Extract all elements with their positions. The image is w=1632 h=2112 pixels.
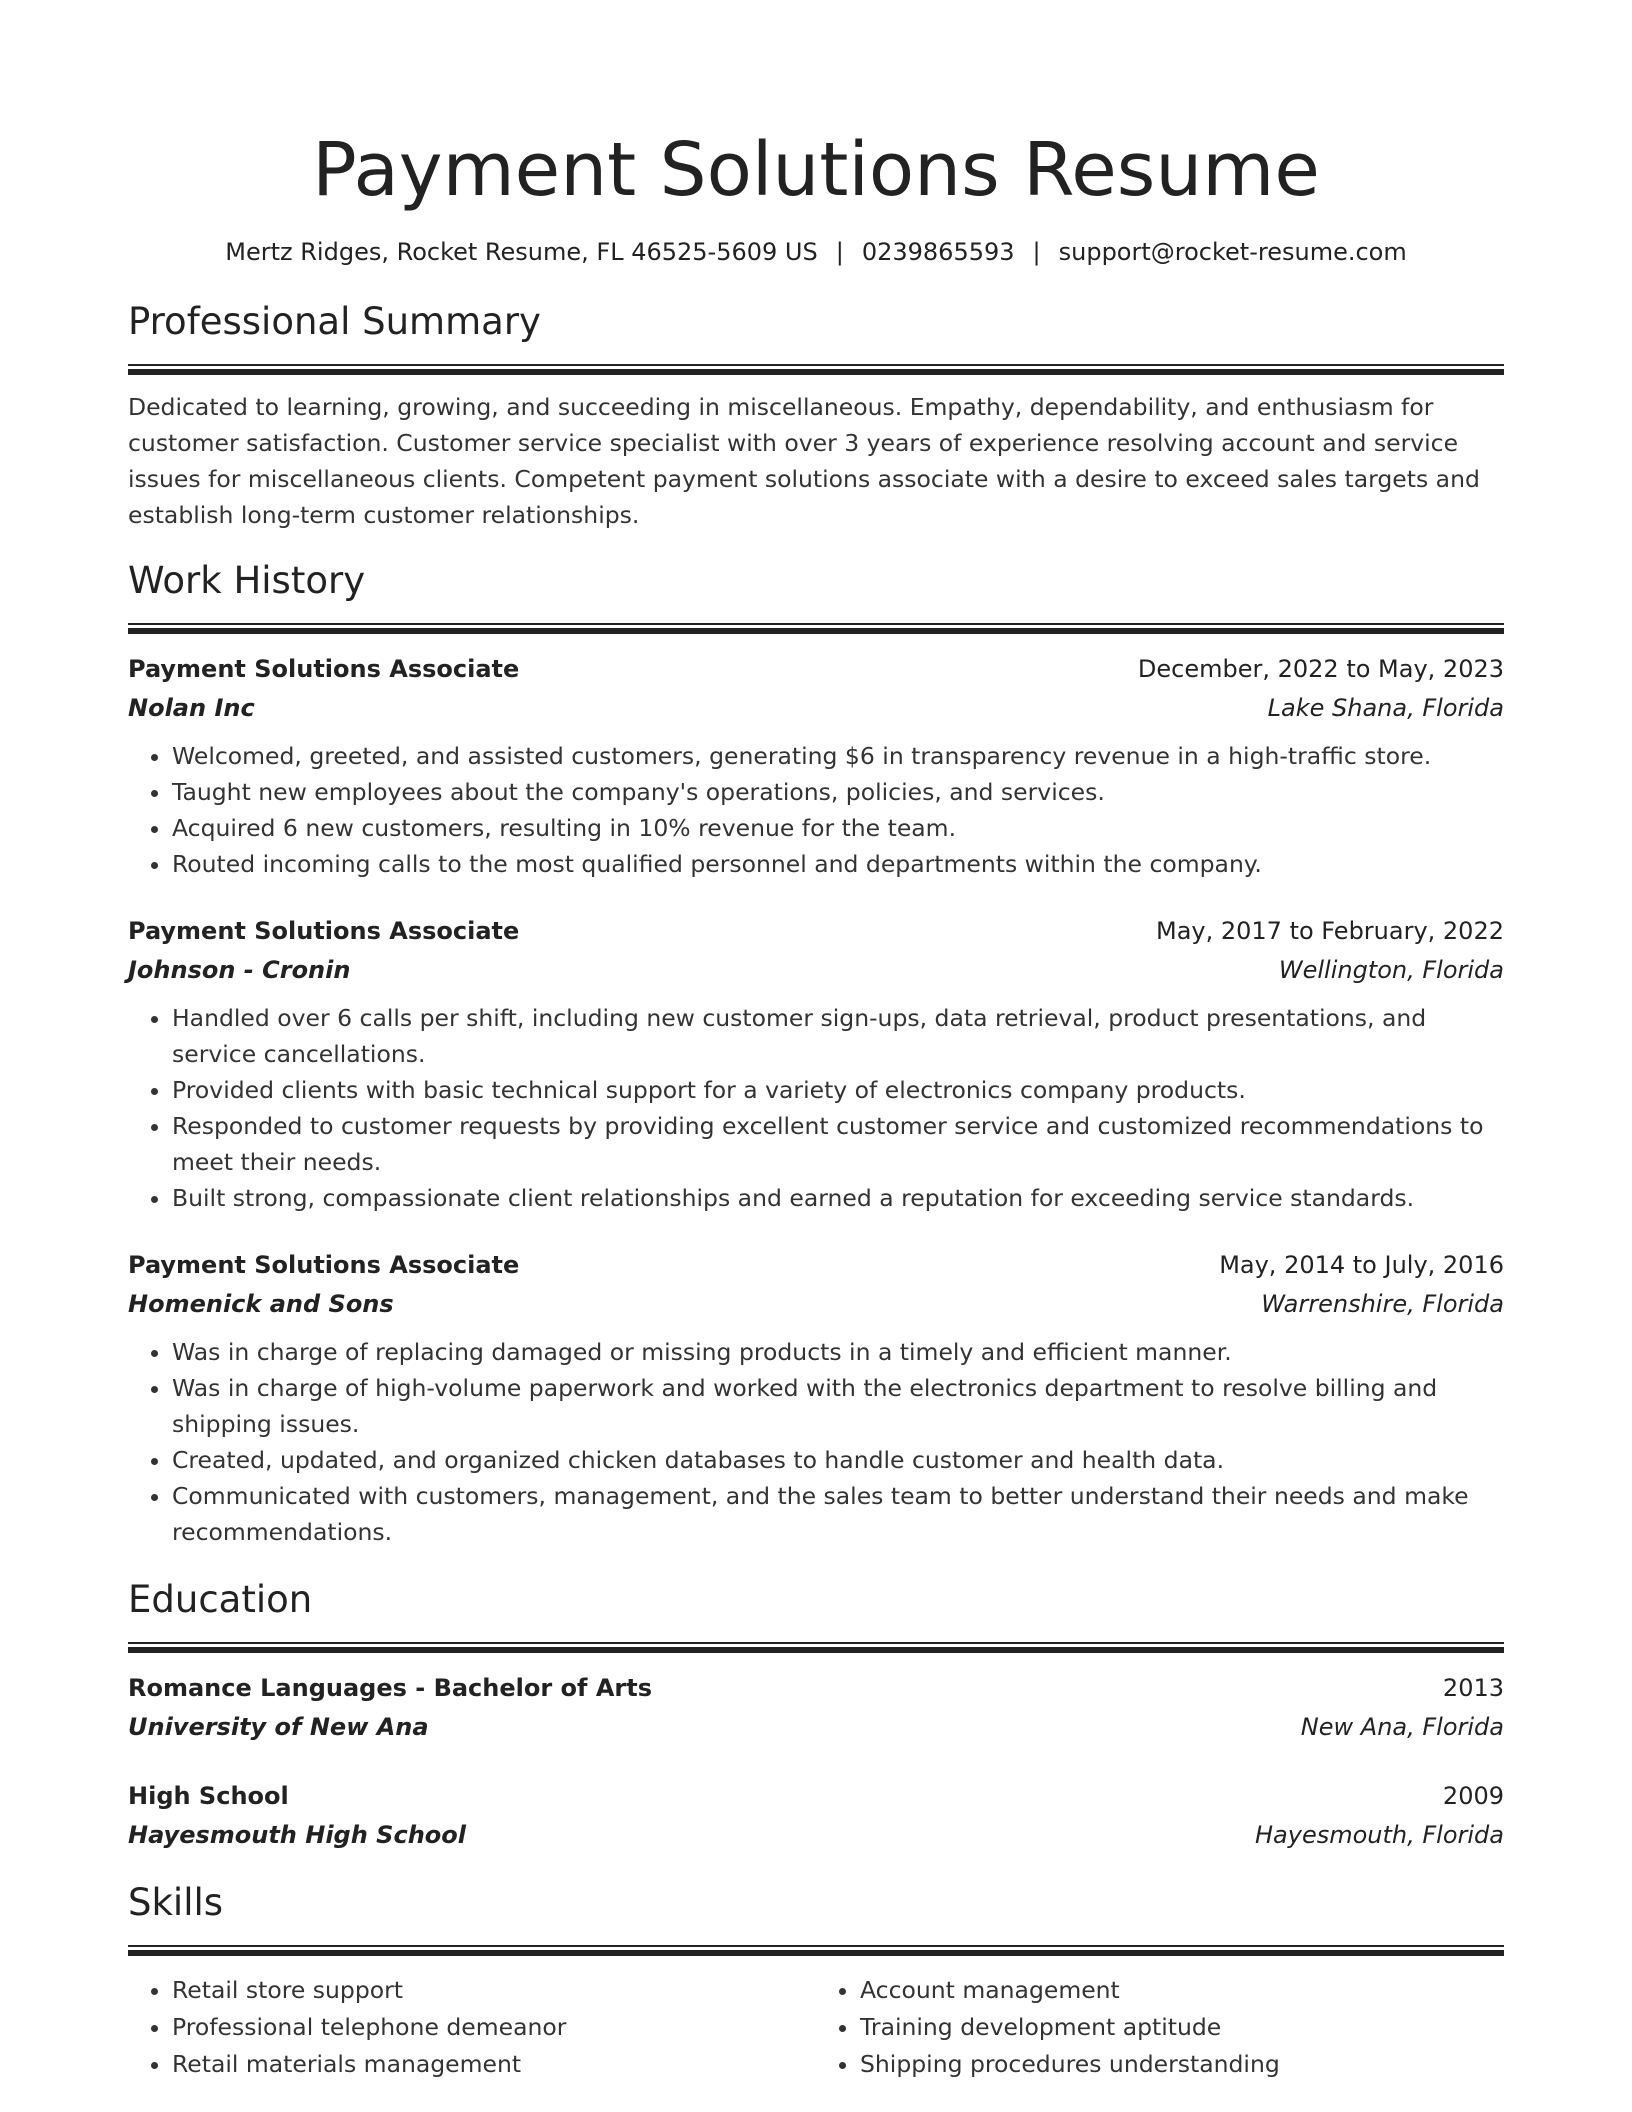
job-position: Payment Solutions Associate: [128, 1251, 520, 1279]
job-bullet: • Welcomed, greeted, and assisted customers, generating $6 in transparency revenue in a high-traffic store.: [172, 738, 1504, 774]
section-divider: [128, 623, 1504, 634]
education-degree: Romance Languages - Bachelor of Arts: [128, 1674, 653, 1702]
skill-item: • Account management: [860, 1972, 1504, 2009]
job-bullet: • Was in charge of high-volume paperwork and worked with the electronics department to resolve billing and shipping issues.: [172, 1370, 1504, 1442]
summary-section: [128, 296, 1504, 533]
skills-list-left: [128, 1972, 816, 2083]
job-entry: [128, 1246, 1504, 1550]
job-bullets: [128, 1000, 1504, 1216]
job-bullet: • Responded to customer requests by providing excellent customer service and customized recommendations to meet their needs.: [172, 1108, 1504, 1180]
job-position: Payment Solutions Associate: [128, 655, 520, 683]
job-entry: [128, 912, 1504, 1216]
skills-section: [128, 1877, 1504, 2083]
job-bullet: • Was in charge of replacing damaged or missing products in a timely and efficient manner.: [172, 1334, 1504, 1370]
education-location: Hayesmouth, Florida: [1254, 1821, 1504, 1849]
job-bullet: • Acquired 6 new customers, resulting in 10% revenue for the team.: [172, 810, 1504, 846]
job-bullet: • Built strong, compassionate client relationships and earned a reputation for exceeding service standards.: [172, 1180, 1504, 1216]
skills-columns: [128, 1972, 1504, 2083]
job-location: Wellington, Florida: [1278, 956, 1504, 984]
job-dates: May, 2017 to February, 2022: [1156, 917, 1504, 945]
section-title-education: Education: [128, 1578, 313, 1621]
contact-separator: |: [1032, 238, 1041, 266]
job-entry: [128, 650, 1504, 882]
contact-address: Mertz Ridges, Rocket Resume, FL 46525-5609 US: [225, 238, 818, 266]
job-company: Johnson - Cronin: [128, 956, 351, 984]
education-entry: [128, 1669, 1504, 1747]
education-year: 2013: [1442, 1674, 1504, 1702]
job-dates: December, 2022 to May, 2023: [1137, 655, 1504, 683]
contact-phone: 0239865593: [861, 238, 1015, 266]
skills-list-right: [816, 1972, 1504, 2083]
job-bullet: • Handled over 6 calls per shift, including new customer sign-ups, data retrieval, product presentations, and service cancellations.: [172, 1000, 1504, 1072]
skill-item: • Retail store support: [172, 1972, 816, 2009]
section-title-summary: Professional Summary: [128, 300, 541, 343]
education-degree: High School: [128, 1782, 289, 1810]
job-company: Nolan Inc: [128, 694, 255, 722]
contact-separator: |: [835, 238, 844, 266]
education-school: University of New Ana: [128, 1713, 429, 1741]
skill-item: • Professional telephone demeanor: [172, 2009, 816, 2046]
skill-item: • Shipping procedures understanding: [860, 2046, 1504, 2083]
contact-email: support@rocket-resume.com: [1058, 238, 1407, 266]
section-title-skills: Skills: [128, 1881, 224, 1924]
job-location: Warrenshire, Florida: [1261, 1290, 1504, 1318]
education-location: New Ana, Florida: [1300, 1713, 1504, 1741]
section-divider: [128, 364, 1504, 375]
education-school: Hayesmouth High School: [128, 1821, 466, 1849]
job-bullet: • Communicated with customers, management, and the sales team to better understand their needs and make recommendations.: [172, 1478, 1504, 1550]
job-bullets: [128, 1334, 1504, 1550]
job-dates: May, 2014 to July, 2016: [1219, 1251, 1504, 1279]
job-bullet: • Routed incoming calls to the most qualified personnel and departments within the company.: [172, 846, 1504, 882]
job-bullet: • Provided clients with basic technical support for a variety of electronics company products.: [172, 1072, 1504, 1108]
job-bullet: • Taught new employees about the company's operations, policies, and services.: [172, 774, 1504, 810]
job-location: Lake Shana, Florida: [1267, 694, 1504, 722]
work-history-section: [128, 555, 1504, 1550]
job-company: Homenick and Sons: [128, 1290, 394, 1318]
section-title-work-history: Work History: [128, 559, 366, 602]
job-bullet: • Created, updated, and organized chicken databases to handle customer and health data.: [172, 1442, 1504, 1478]
skill-item: • Retail materials management: [172, 2046, 816, 2083]
job-position: Payment Solutions Associate: [128, 917, 520, 945]
summary-text: Dedicated to learning, growing, and succeeding in miscellaneous. Empathy, dependability, and enthusiasm for customer satisfaction. Customer service specialist with over 3 years of experience resolving account and service issues for miscellaneous clients. Competent payment solutions associate with a desire to exceed sales targets and establish long-term customer relationships.: [128, 393, 1480, 529]
resume-title: Payment Solutions Resume: [312, 127, 1320, 213]
education-entry: [128, 1777, 1504, 1855]
skill-item: • Training development aptitude: [860, 2009, 1504, 2046]
section-divider: [128, 1642, 1504, 1653]
education-section: [128, 1574, 1504, 1855]
job-bullets: [128, 738, 1504, 882]
education-year: 2009: [1442, 1782, 1504, 1810]
section-divider: [128, 1945, 1504, 1956]
contact-line: [128, 234, 1504, 270]
